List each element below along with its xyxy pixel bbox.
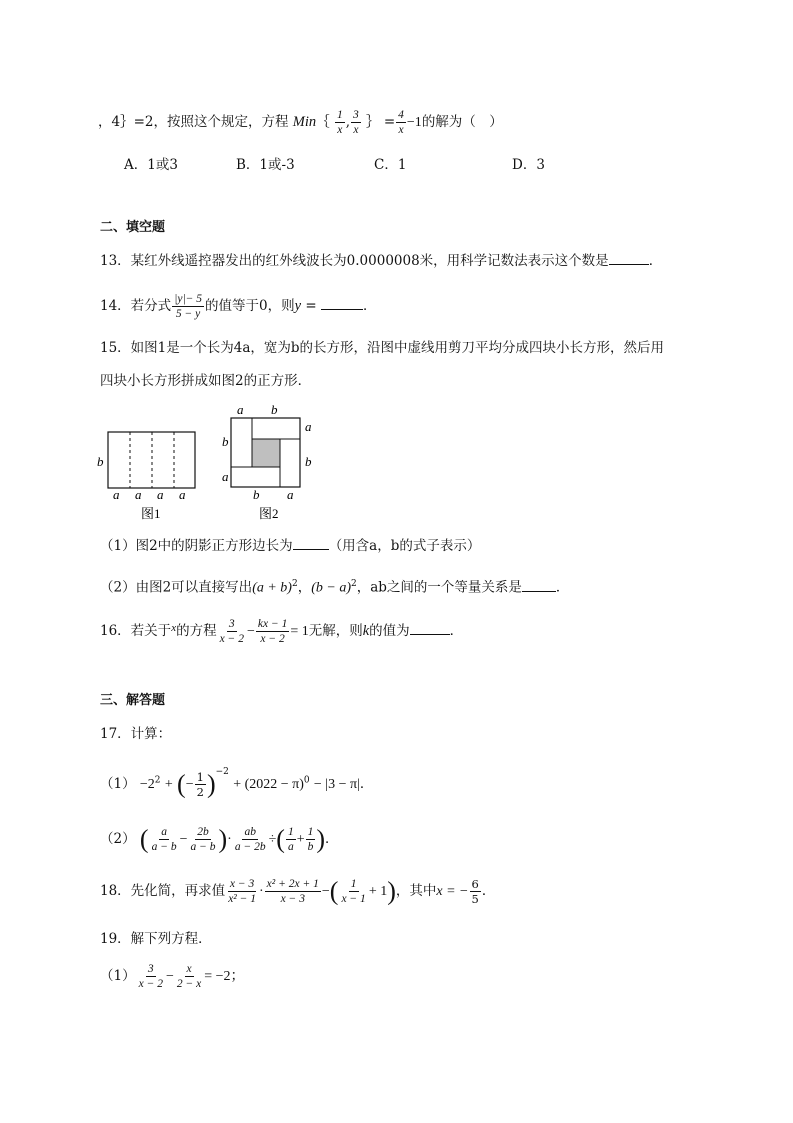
q16-k: k	[362, 623, 370, 639]
q15-sub2-sup-2: 2	[350, 579, 357, 589]
q16-frac-2-num: kx − 1	[257, 618, 288, 630]
section-heading-fill-in: 二、填空题	[100, 220, 166, 235]
q16-dot: ．	[449, 623, 464, 639]
q12-option-d: D．3	[512, 157, 545, 173]
q14-lead: 14．若分式	[100, 298, 172, 314]
q15-sub1-line	[100, 535, 480, 556]
figure-2-caption: 图2	[259, 506, 279, 521]
q18-line: 18．先化简，再求值 $\frac{x - 3}{\text{x² − 1}}$ · $\frac{\text{x² + 2x + 1}}{x - 3}$ −( $\frac{1}{x - 1}$ + 1)，其中x = − $\frac{6}{5}$ ．	[100, 876, 496, 906]
q16-frac-1-num: 3	[228, 618, 235, 630]
q17-title: 17．计算：	[100, 726, 172, 742]
q18-xeq: x = −	[436, 884, 469, 899]
q14-line	[100, 292, 376, 321]
q17-part2: （2） ( $\frac{a}{a - b}$ − $\frac{2b}{a - b}$ )· $\frac{ab}{a - 2b}$ ÷( $\frac{1}{a}$ + $\frac{1}{b}$ )．	[100, 824, 339, 854]
fig2-label-left-b: b	[222, 434, 229, 449]
q17-p2-frac2-den: a − b	[190, 841, 216, 853]
q17-p2-frac2-num: 2b	[197, 826, 209, 838]
fig2-label-bottom-b: b	[253, 487, 260, 502]
fig1-label-a-3: a	[157, 487, 164, 502]
q16-mid: 的方程	[176, 623, 217, 639]
q15-line-1: 15．如图1是一个长为4a，宽为b的长方形，沿图中虚线用剪刀平均分成四块小长方形，然后用	[100, 340, 665, 356]
q13-line	[100, 250, 662, 271]
q17-p2-end: ．	[325, 831, 339, 847]
q17-p1-expr2: + (2022 − π)	[233, 777, 304, 792]
fig2-label-top-b: b	[271, 402, 278, 417]
q15-sub2-end: ．	[555, 579, 570, 596]
q18-value-den: 5	[471, 892, 479, 906]
q18-dot: ·	[259, 884, 264, 899]
q18-frac3	[339, 877, 367, 906]
q18-frac3-num: 1	[350, 878, 357, 890]
q12-frac-1-den: x	[337, 124, 343, 136]
q17-p2-div: ÷	[268, 832, 277, 847]
q14-eq: =	[301, 298, 321, 314]
q17-p1-sup2: −2	[215, 767, 229, 777]
q15-sub2-blank	[522, 577, 556, 592]
fig2-label-top-a: a	[237, 402, 244, 417]
q17-p2-frac2	[188, 825, 217, 854]
q18-plus1: + 1	[368, 884, 388, 899]
q19-minus: −	[165, 969, 174, 984]
q19-part1	[100, 962, 245, 991]
q17-p2-frac4-num: 1	[287, 826, 294, 838]
q18-value-frac	[470, 877, 481, 906]
q12-frac-3-den: x	[398, 124, 404, 136]
q12-option-c: C．1	[374, 157, 407, 173]
q18-lead: 18．先化简，再求值	[100, 883, 226, 899]
q12-frac-2	[351, 108, 361, 137]
q12-line: ，4｝=2，按照这个规定，方程 Min｛ $\frac{1}{x}$ , $\frac{3}{x}$ ｝ = $\frac{4}{x}$ −1的解为（ ）	[98, 109, 503, 136]
fig2-label-bottom-a: a	[287, 487, 294, 502]
q12-tail: 的解为（ ）	[421, 114, 503, 130]
q12-minus1: −1	[406, 115, 422, 130]
q19-frac2	[175, 962, 203, 991]
q16-tail: 无解，则	[308, 623, 363, 639]
q12-eq: =	[383, 114, 396, 130]
q18-frac1-den: x² − 1	[228, 893, 256, 905]
fig1-label-a-2: a	[135, 487, 142, 502]
q16-answer-blank	[410, 620, 450, 635]
q19-frac1-den: x − 2	[138, 978, 163, 990]
q19-title: 19．解下列方程．	[100, 931, 212, 947]
fig2-label-right-b: b	[305, 454, 312, 469]
q17-p1-end: ．	[359, 776, 374, 792]
q12-lead: ，4｝=2，按照这个规定，方程	[98, 114, 289, 130]
q15-sub1-end: （用含a，b的式子表示）	[328, 538, 481, 554]
q17-p2-minus: −	[179, 832, 188, 847]
q19-frac2-den: 2 − x	[176, 978, 202, 990]
q14-end: ．	[362, 298, 377, 314]
q13-end: ．	[648, 253, 663, 269]
q15-sub2-expr-1: (a + b)	[252, 580, 292, 596]
q17-p2-frac5-den: b	[307, 841, 314, 853]
section-heading-answers: 三、解答题	[100, 693, 166, 708]
q12-frac-2-den: x	[353, 124, 359, 136]
q18-mid: ，其中	[395, 883, 437, 899]
q16-frac-2	[256, 617, 289, 646]
q15-sub2-line: （2）由图2可以直接写出$(a + b)^2$，$(b - a)^2$，ab之间的一个等量关系是 ．	[100, 574, 569, 599]
figure-1-caption: 图1	[141, 506, 161, 521]
q16-frac-2-den: x − 2	[260, 633, 285, 645]
q18-frac1	[226, 877, 258, 906]
q14-answer-blank	[321, 295, 363, 310]
q19-frac1	[137, 962, 165, 991]
figure-2-square	[231, 418, 300, 487]
q15-sub1-blank	[293, 535, 329, 550]
q18-frac1-num: x − 3	[229, 878, 255, 890]
q15-sub1-text: （1）图2中的阴影正方形边长为	[100, 538, 293, 554]
q18-frac2-den: x − 3	[280, 893, 305, 905]
q17-p1-sup1: 2	[154, 775, 161, 786]
figure-1-rectangle	[108, 432, 195, 488]
q17-p2-frac5	[306, 825, 316, 854]
q16-frac-1-den: x − 2	[219, 633, 244, 645]
q12-option-a: A．1或3	[124, 157, 178, 173]
q15-figures	[90, 398, 420, 528]
fig2-label-left-a: a	[222, 469, 229, 484]
q16-end: 的值为	[369, 623, 410, 639]
q14-frac-den: 5 − y	[175, 308, 201, 320]
q18-value-num: 6	[471, 877, 479, 891]
q16-frac-1	[218, 617, 246, 646]
q15-sub2-expr-2: (b − a)	[311, 580, 351, 596]
q18-frac2	[265, 877, 321, 906]
q13-answer-blank	[609, 250, 649, 265]
q17-part1: $(1) -2^2$ + (− $\frac{1}{2}$ )$^{-2} + (2022 - \pi)^0 - |3 - \pi|$．	[100, 767, 374, 799]
q17-p2-frac4-den: a	[287, 841, 294, 853]
q12-lbrace: ｛	[316, 114, 330, 130]
q17-p2-frac5-num: 1	[307, 826, 314, 838]
q15-line-2: 四块小长方形拼成如图2的正方形．	[100, 373, 312, 389]
q16-var: x	[171, 622, 177, 634]
q18-frac2-num: x² + 2x + 1	[266, 878, 319, 890]
fig1-label-b: b	[97, 454, 104, 469]
q17-p2-dot: ·	[227, 832, 232, 847]
q12-option-b: B．1或-3	[236, 157, 295, 173]
q15-sub2-mid: ，ab之间的一个等量关系是	[356, 579, 522, 596]
q17-p2-plus: +	[296, 832, 305, 847]
q17-p1-label: （1）	[100, 776, 136, 792]
q17-p1-expr3: − |3 − π|	[313, 777, 360, 792]
q12-frac-2-num: 3	[353, 109, 359, 121]
q16-eq: = 1	[290, 624, 309, 639]
q16-line: 16．若关于$^x$的方程 $\frac{3}{x - 2}$ − $\frac{kx - 1}{x - 2}$ = 1无解，则k的值为 ．	[100, 618, 464, 645]
q12-frac-3	[396, 108, 406, 137]
q18-end: ．	[481, 883, 496, 899]
q12-frac-1	[335, 108, 345, 137]
q19-rhs: = −2；	[204, 969, 245, 984]
q17-p2-frac3-num: ab	[244, 826, 256, 838]
q17-p2-frac3-den: a − 2b	[234, 841, 266, 853]
q14-frac	[172, 292, 204, 321]
q17-p1-frac-den: 2	[196, 785, 204, 799]
q17-p1-frac-num: 1	[196, 770, 204, 784]
q17-p2-frac3	[233, 825, 268, 854]
q17-p2-frac1-num: a	[161, 826, 167, 838]
q17-p1-frac	[195, 770, 206, 799]
q17-p2-frac1-den: a − b	[151, 841, 177, 853]
q16-lead: 16．若关于	[100, 623, 172, 639]
q17-p2-label: （2）	[100, 831, 136, 847]
q17-p2-frac1	[150, 825, 179, 854]
q17-p1-neg2: −2	[139, 777, 155, 792]
q14-mid: 的值等于0，则	[205, 298, 295, 314]
q12-frac-1-num: 1	[336, 109, 343, 121]
fig2-label-right-a: a	[305, 419, 312, 434]
q17-p2-frac4	[286, 825, 296, 854]
q15-sub2-lead: （2）由图2可以直接写出	[100, 579, 253, 596]
q17-p1-plus: +	[164, 777, 173, 792]
q19-frac1-num: 3	[147, 963, 154, 975]
q12-frac-3-num: 4	[398, 109, 404, 121]
q14-frac-num: |y|− 5	[174, 293, 202, 305]
q19-frac2-num: x	[186, 963, 192, 975]
q18-minus: −	[321, 884, 330, 899]
q12-min: Min	[292, 114, 317, 130]
q12-rbrace: ｝	[366, 114, 380, 130]
q13-text: 13．某红外线遥控器发出的红外线波长为0.0000008米，用科学记数法表示这个数是	[100, 253, 609, 269]
q15-sub2-sup-1: 2	[291, 579, 298, 589]
q14-var: y	[294, 298, 302, 314]
fig1-label-a-1: a	[113, 487, 120, 502]
q19-p1-label: （1）	[100, 968, 136, 984]
q17-p1-sup3: 0	[303, 775, 310, 786]
fig1-label-a-4: a	[179, 487, 186, 502]
q18-frac3-den: x − 1	[341, 893, 366, 905]
